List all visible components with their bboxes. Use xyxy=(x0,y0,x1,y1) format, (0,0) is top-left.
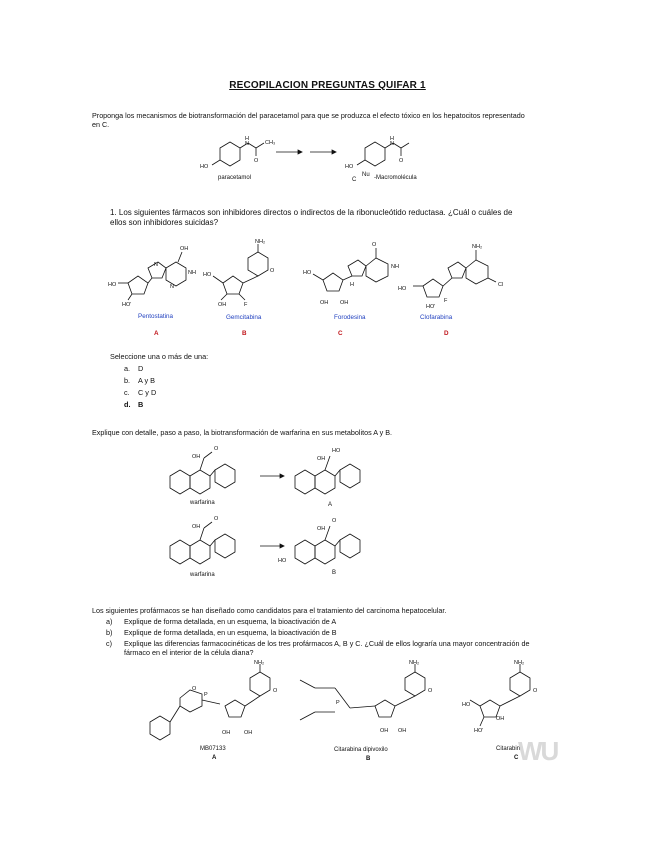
svg-text:O: O xyxy=(332,518,337,524)
svg-text:OH: OH xyxy=(320,300,329,306)
svg-text:HO: HO xyxy=(278,558,287,564)
metabolite-a-label: A xyxy=(328,502,333,508)
svg-text:F: F xyxy=(244,302,248,308)
compound-name-b: Citarabina dipivoxilo xyxy=(334,747,388,753)
svg-text:NH₂: NH₂ xyxy=(472,244,483,250)
svg-text:CH₃: CH₃ xyxy=(265,140,276,146)
drug-letter-b: B xyxy=(242,330,247,337)
drug-name-d: Clofarabina xyxy=(420,314,453,321)
watermark-logo: WU xyxy=(518,736,558,766)
svg-text:N: N xyxy=(390,141,394,147)
macromolecule-label: -Macromolécula xyxy=(374,175,417,181)
svg-text:H: H xyxy=(245,136,249,142)
ribonucleotide-structures xyxy=(108,238,528,318)
svg-text:O: O xyxy=(399,158,404,164)
svg-text:HO: HO xyxy=(332,448,341,454)
svg-text:OH: OH xyxy=(317,526,326,532)
q3-item-a xyxy=(106,617,546,626)
svg-text:P: P xyxy=(204,692,208,698)
svg-text:H: H xyxy=(350,282,354,288)
svg-text:HO: HO xyxy=(108,282,117,288)
svg-text:OH: OH xyxy=(192,454,201,460)
paracetamol-scheme xyxy=(190,132,470,192)
item-letter: b) xyxy=(106,628,113,637)
option-text: C y D xyxy=(138,388,157,397)
compound-name-c: Citarabina xyxy=(496,746,524,752)
item-letter: a) xyxy=(106,617,113,626)
svg-text:OH: OH xyxy=(380,728,389,734)
c-label: C xyxy=(352,177,357,183)
svg-text:NH₂: NH₂ xyxy=(255,239,266,245)
svg-text:N: N xyxy=(154,262,158,268)
q3-text: Los siguientes profármacos se han diseñado como candidatos para el tratamiento del carcinoma hepatocelular. xyxy=(92,606,447,615)
svg-text:HO: HO xyxy=(398,286,407,292)
options-prompt: Seleccione una o más de una: xyxy=(110,352,209,361)
q1-text: 1. Los siguientes fármacos son inhibidores directos o indirectos de la ribonucleótido reductasa. ¿Cuál o cuáles de ellos son inhibidores suicidas? xyxy=(110,208,513,227)
svg-text:O: O xyxy=(428,688,433,694)
item-text: Explique de forma detallada, en un esquema, la bioactivación de B xyxy=(124,628,337,637)
drug-name-c: Forodesina xyxy=(334,314,366,321)
q3-item-b xyxy=(106,628,546,637)
svg-text:NH₂: NH₂ xyxy=(254,660,265,666)
svg-text:OH: OH xyxy=(218,302,227,308)
q0-text: Proponga los mecanismos de biotransformación del paracetamol para que se produzca el efecto tóxico en los hepatocitos representado en C. xyxy=(92,111,525,129)
svg-text:NH₂: NH₂ xyxy=(409,660,420,666)
svg-text:OH: OH xyxy=(398,728,407,734)
option-a[interactable] xyxy=(124,364,143,375)
svg-text:O: O xyxy=(270,268,275,274)
svg-text:O: O xyxy=(533,688,538,694)
option-letter: b. xyxy=(124,376,131,385)
svg-text:HO: HO xyxy=(303,270,312,276)
compound-letter-a: A xyxy=(212,755,217,761)
svg-text:O: O xyxy=(214,516,219,522)
svg-text:HO': HO' xyxy=(474,728,484,734)
svg-text:O: O xyxy=(254,158,259,164)
q2-text: Explique con detalle, paso a paso, la biotransformación de warfarina en sus metabolitos A y B. xyxy=(92,428,393,437)
metabolite-b-label: B xyxy=(332,570,337,576)
svg-text:HO': HO' xyxy=(426,304,436,310)
svg-text:HO: HO xyxy=(200,164,209,170)
svg-text:NH₂: NH₂ xyxy=(514,660,525,666)
svg-text:HO': HO' xyxy=(122,302,132,308)
drug-letter-a: A xyxy=(154,330,159,337)
svg-text:O: O xyxy=(192,686,197,692)
svg-text:O: O xyxy=(372,242,377,248)
paracetamol-label: paracetamol xyxy=(218,175,252,181)
svg-text:OH: OH xyxy=(222,730,231,736)
option-text: D xyxy=(138,364,144,373)
option-d[interactable] xyxy=(124,400,143,411)
svg-text:HO: HO xyxy=(203,272,212,278)
option-text: B xyxy=(138,400,144,409)
svg-text:O: O xyxy=(273,688,278,694)
option-letter: c. xyxy=(124,388,130,397)
page-title: RECOPILACION PREGUNTAS QUIFAR 1 xyxy=(229,80,426,91)
svg-text:Cl: Cl xyxy=(498,282,504,288)
item-text: Explique las diferencias farmacocinéticas de los tres profármacos A, B y C. ¿Cuál de ellos lograría una mayor concentración de fármaco en el interior de la célula diana? xyxy=(124,639,530,657)
svg-text:OH: OH xyxy=(244,730,253,736)
svg-text:O: O xyxy=(214,446,219,452)
prodrug-structures xyxy=(140,660,560,760)
svg-text:OH: OH xyxy=(192,524,201,530)
option-c[interactable] xyxy=(124,388,156,399)
q3-item-c xyxy=(106,639,551,657)
compound-name-a: MB07133 xyxy=(200,746,226,752)
drug-name-b: Gemcitabina xyxy=(226,314,262,321)
svg-text:H: H xyxy=(390,136,394,142)
svg-text:HO: HO xyxy=(462,702,471,708)
svg-text:OH: OH xyxy=(180,246,189,252)
nu-label: Nu xyxy=(362,172,370,178)
svg-text:N: N xyxy=(170,284,174,290)
drug-letter-d: D xyxy=(444,330,449,337)
svg-text:N: N xyxy=(245,141,249,147)
svg-text:NH: NH xyxy=(188,270,196,276)
option-b[interactable] xyxy=(124,376,155,387)
option-letter: a. xyxy=(124,364,131,373)
item-letter: c) xyxy=(106,639,112,648)
svg-text:P: P xyxy=(336,700,340,706)
svg-text:HO: HO xyxy=(345,164,354,170)
drug-name-a: Pentostatina xyxy=(138,313,174,320)
compound-letter-b: B xyxy=(366,756,371,762)
option-text: A y B xyxy=(138,376,156,385)
warfarin-scheme xyxy=(160,440,380,580)
option-letter: d. xyxy=(124,400,131,409)
svg-text:OH: OH xyxy=(317,456,326,462)
svg-text:F: F xyxy=(444,298,448,304)
drug-letter-c: C xyxy=(338,330,343,337)
warfarina-label-2: warfarina xyxy=(190,572,215,578)
item-text: Explique de forma detallada, en un esquema, la bioactivación de A xyxy=(124,617,337,626)
svg-text:OH: OH xyxy=(496,716,505,722)
svg-text:NH: NH xyxy=(391,264,399,270)
svg-text:OH: OH xyxy=(340,300,349,306)
compound-letter-c: C xyxy=(514,755,519,761)
warfarina-label-1: warfarina xyxy=(190,500,215,506)
